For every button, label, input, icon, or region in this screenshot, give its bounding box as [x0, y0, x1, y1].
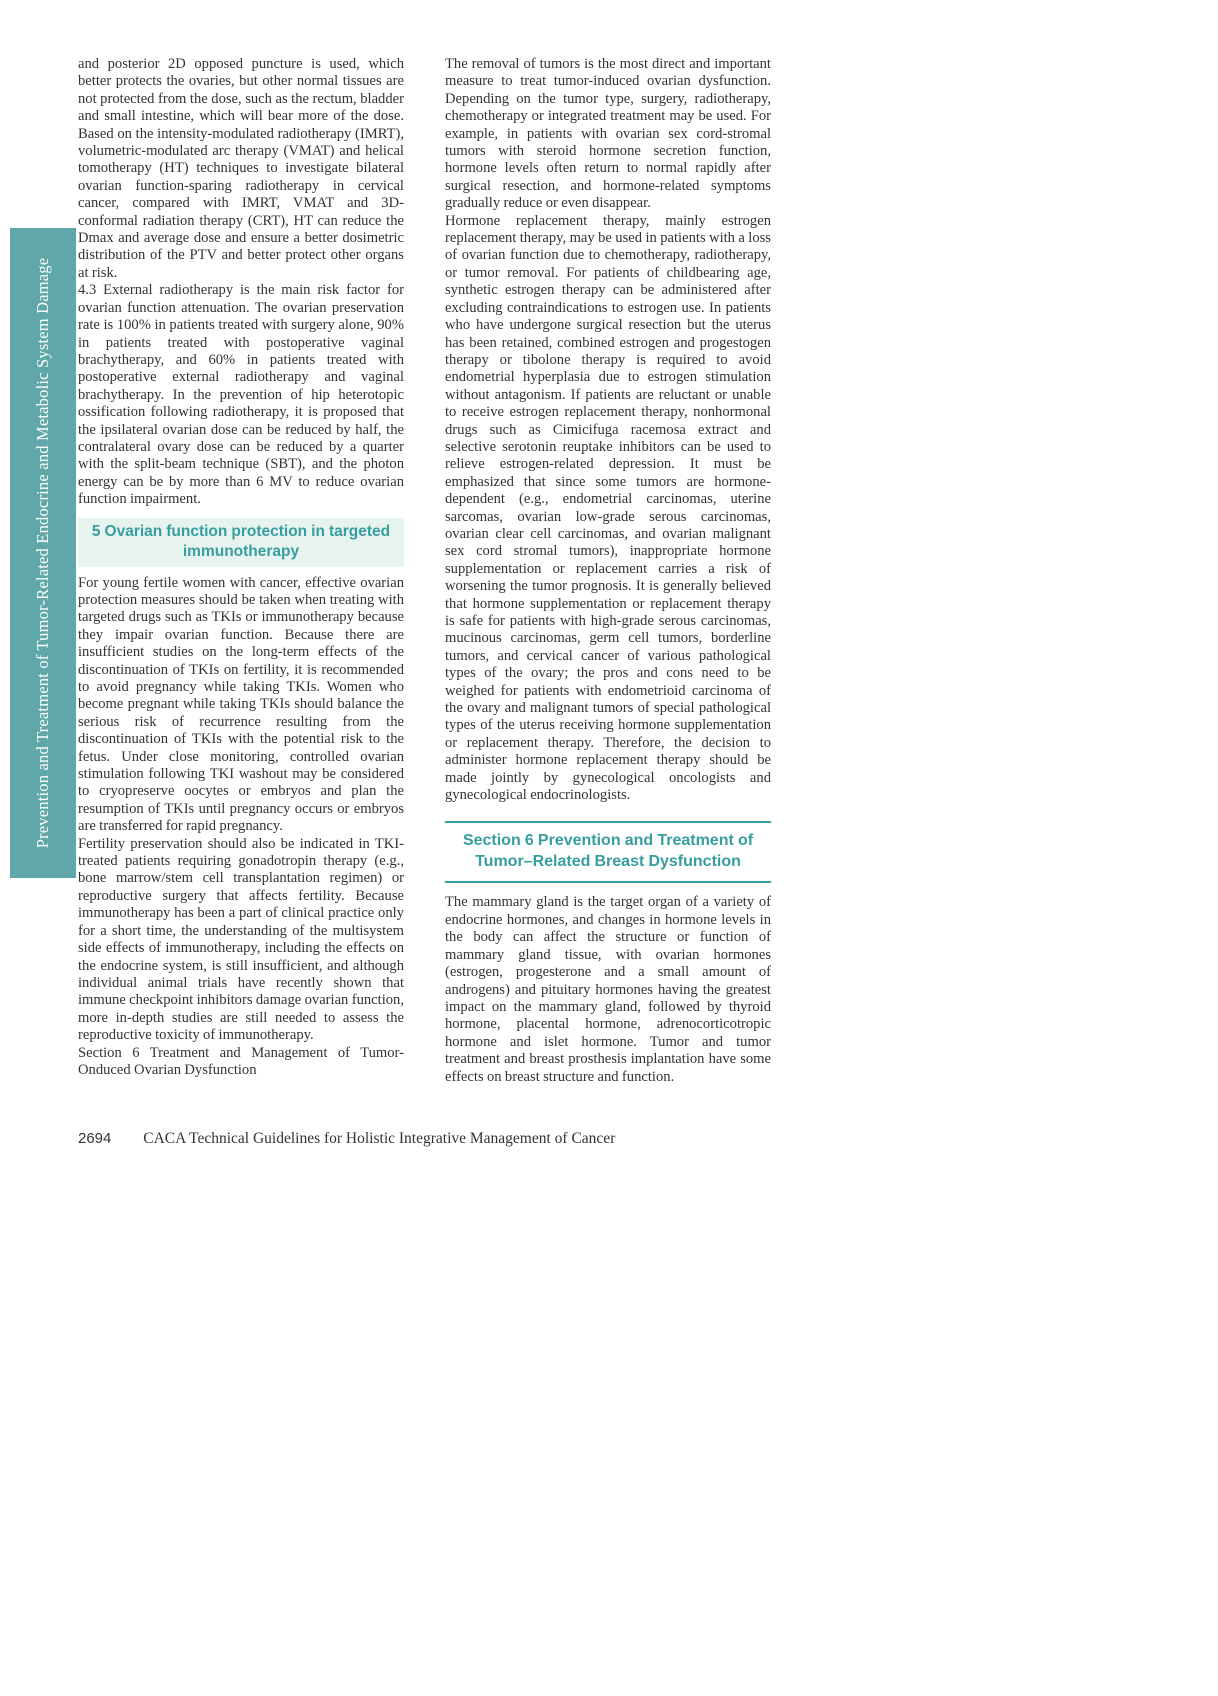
- section-6-heading: [445, 821, 771, 883]
- section-5-heading-line2: immunotherapy: [182, 542, 300, 560]
- sidebar-chapter-title: Prevention and Treatment of Tumor-Related Endocrine and Metabolic System Damage: [33, 257, 52, 849]
- section-5-heading-line1: 5 Ovarian function protection in targeted: [91, 522, 391, 540]
- page-footer: [78, 1130, 798, 1148]
- body-paragraph: Hormone replacement therapy, mainly estrogen replacement therapy, may be used in patients with a loss of ovarian function due to chemotherapy, radiotherapy, or tumor removal. For patients of childbearing age, synthetic estrogen therapy can be administered after excluding contraindications to estrogen use. In patients who have undergone surgical resection but the uterus has been retained, combined estrogen and progestogen therapy or tibolone therapy is required to avoid endometrial hyperplasia due to estrogen stimulation without antagonism. If patients are reluctant or unable to receive estrogen replacement therapy, nonhormonal drugs such as Cimicifuga racemosa extract and selective serotonin reuptake inhibitors can be used to relieve estrogen-related depression. It must be emphasized that since some tumors are hormone-dependent (e.g., endometrial carcinomas, uterine sarcomas, ovarian low-grade serous carcinomas, ovarian clear cell carcinomas, and ovarian malignant sex cord stromal tumors), inappropriate hormone supplementation or replacement carries a risk of worsening the tumor prognosis. It is generally believed that hormone supplementation or replacement therapy is safe for patients with high-grade serous carcinomas, mucinous carcinomas, germ cell tumors, borderline tumors, and cervical cancer of various pathological types of the ovary; the pros and cons need to be weighed for patients with endometrioid carcinoma of the ovary and malignant tumors of special pathological types of the uterus receiving hormone supplementation or replacement therapy. Therefore, the decision to administer hormone replacement therapy should be made jointly by gynecological oncologists and gynecological endocrinologists.: [445, 212, 771, 804]
- body-paragraph: 4.3 External radiotherapy is the main risk factor for ovarian function attenuation. The ovarian preservation rate is 100% in patients treated with surgery alone, 90% in patients treated with postoperative vaginal brachytherapy, and 60% in patients treated with postoperative external radiotherapy and vaginal brachytherapy. In the prevention of hip heterotopic ossification following radiotherapy, it is proposed that the ipsilateral ovarian dose can be reduced by half, the contralateral ovary dose can be reduced by a quarter with the split-beam technique (SBT), and the photon energy can be by more than 6 MV to reduce ovarian function impairment.: [78, 282, 404, 508]
- body-paragraph: The mammary gland is the target organ of a variety of endocrine hormones, and changes in hormone levels in the body can affect the structure or function of mammary gland tissue, with ovarian hormones (estrogen, progesterone and a small amount of androgens) and pituitary hormones having the greatest impact on the mammary gland, followed by thyroid hormone, placental hormone, adrenocorticotropic hormone and islet hormone. Tumor and tumor treatment and breast prosthesis implantation have some effects on breast structure and function.: [445, 894, 771, 1085]
- footer-page-number: 2694: [78, 1130, 112, 1147]
- footer-journal-title: CACA Technical Guidelines for Holistic Integrative Management of Cancer: [143, 1130, 616, 1147]
- text-column-right: [445, 56, 771, 1086]
- text-column-left: [78, 56, 404, 1079]
- body-paragraph: For young fertile women with cancer, effective ovarian protection measures should be taken when treating with targeted drugs such as TKIs or immunotherapy because they impair ovarian function. Because there are insufficient studies on the long-term effects of the discontinuation of TKIs on fertility, it is recommended to avoid pregnancy while taking TKIs. Women who become pregnant while taking TKIs should balance the serious risk of recurrence resulting from the discontinuation of TKIs with the potential risk to the fetus. Under close monitoring, controlled ovarian stimulation following TKI washout may be considered to cryopreserve oocytes or embryos and plan the resumption of TKIs until pregnancy occurs or embryos are transferred for rapid pregnancy.: [78, 574, 404, 835]
- sidebar-banner: [10, 228, 76, 878]
- body-paragraph: Section 6 Treatment and Management of Tumor-Onduced Ovarian Dysfunction: [78, 1044, 404, 1078]
- body-paragraph: The removal of tumors is the most direct and important measure to treat tumor-induced ovarian dysfunction. Depending on the tumor type, surgery, radiotherapy, chemotherapy or integrated treatment may be used. For example, in patients with ovarian sex cord-stromal tumors with steroid hormone secretion function, hormone levels often return to normal rapidly after surgical resection, and hormone-related symptoms gradually reduce or even disappear.: [445, 56, 771, 212]
- section-5-heading: [78, 518, 404, 567]
- body-paragraph: and posterior 2D opposed puncture is used, which better protects the ovaries, but other normal tissues are not protected from the dose, such as the rectum, bladder and small intestine, which will bear more of the dose. Based on the intensity-modulated radiotherapy (IMRT), volumetric-modulated arc therapy (VMAT) and helical tomotherapy (HT) techniques to investigate bilateral ovarian function-sparing radiotherapy in cervical cancer, compared with IMRT, VMAT and 3D-conformal radiation therapy (CRT), HT can reduce the Dmax and average dose and ensure a better dosimetric distribution of the PTV and better protect other organs at risk.: [78, 56, 404, 281]
- body-paragraph: Fertility preservation should also be indicated in TKI-treated patients requiring gonadotropin therapy (e.g., bone marrow/stem cell transplantation regimen) or reproductive surgery that affects fertility. Because immunotherapy has been a part of clinical practice only for a short time, the understanding of the multisystem side effects of immunotherapy, including the effects on the endocrine system, is still insufficient, and although individual animal trials have recently shown that immune checkpoint inhibitors damage ovarian function, more in-depth studies are still needed to assess the reproductive toxicity of immunotherapy.: [78, 835, 404, 1044]
- section-6-heading-line1: Section 6 Prevention and Treatment of: [462, 832, 754, 850]
- section-6-heading-line2: Tumor–Related Breast Dysfunction: [475, 853, 741, 871]
